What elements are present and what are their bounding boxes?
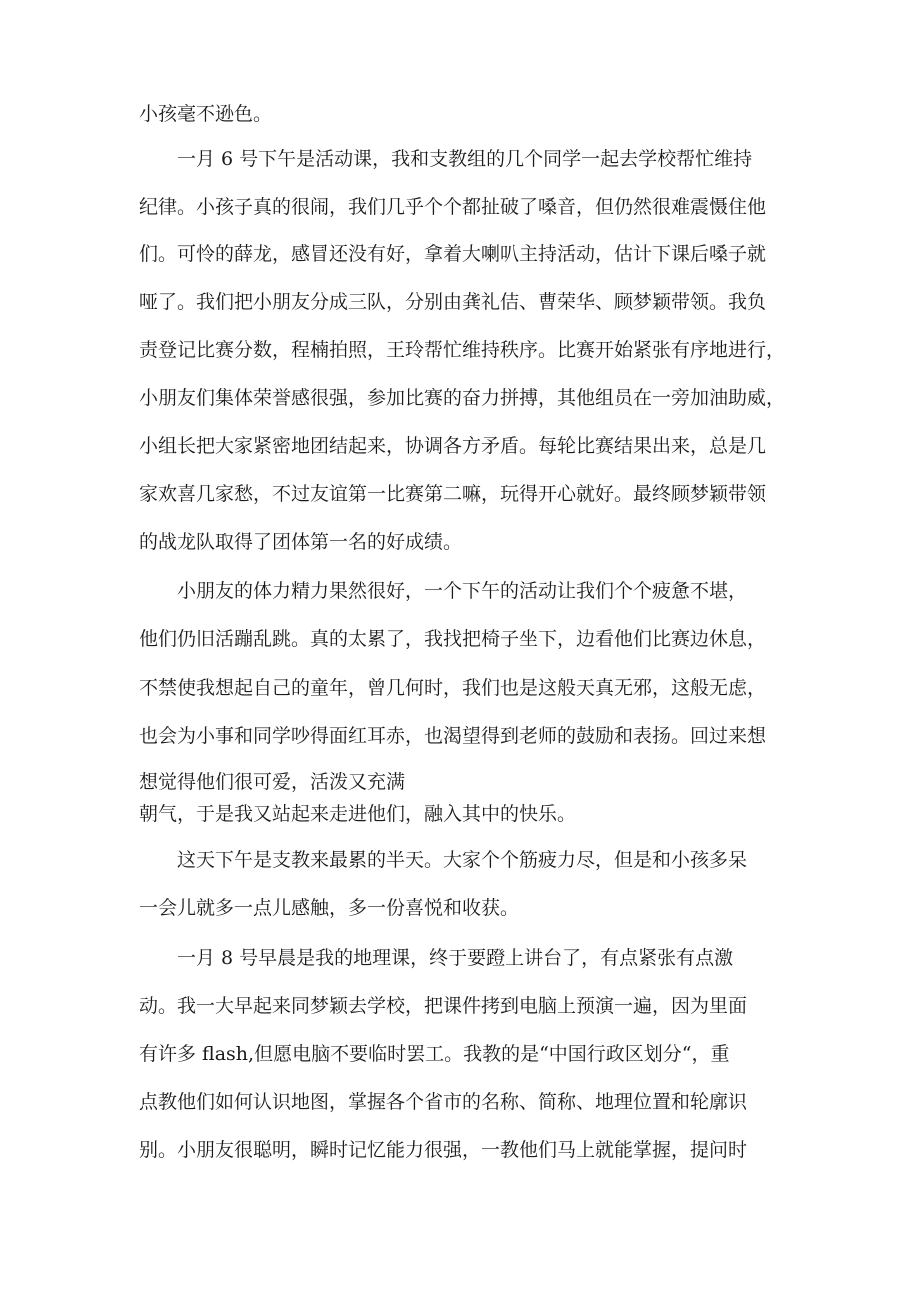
text-line: 想觉得他们很可爱，活泼又充满 bbox=[139, 771, 406, 793]
text-line: 小孩毫不逊色。 bbox=[139, 103, 273, 125]
text-line: 责登记比赛分数，程楠拍照，王玲帮忙维持秩序。比赛开始紧张有序地进行， bbox=[139, 339, 786, 361]
text-line: 小朋友的体力精力果然很好，一个下午的活动让我们个个疲惫不堪， bbox=[177, 580, 748, 602]
text-line: 朝气，于是我又站起来走进他们，融入其中的快乐。 bbox=[139, 803, 577, 825]
text-line: 也会为小事和同学吵得面红耳赤，也渴望得到老师的鼓励和表扬。回过来想 bbox=[139, 725, 767, 747]
text-line: 一月 8 号早晨是我的地理课，终于要蹬上讲台了，有点紧张有点激 bbox=[177, 947, 734, 969]
text-line: 不禁使我想起自己的童年，曾几何时，我们也是这般天真无邪，这般无虑， bbox=[139, 677, 767, 699]
text-line: 别。小朋友很聪明，瞬时记忆能力很强，一教他们马上就能掌握，提问时 bbox=[139, 1139, 748, 1161]
text-line: 哑了。我们把小朋友分成三队，分别由龚礼佶、曹荣华、顾梦颖带领。我负 bbox=[139, 291, 767, 313]
text-line: 他们仍旧活蹦乱跳。真的太累了，我找把椅子坐下，边看他们比赛边休息， bbox=[139, 628, 767, 650]
text-line: 的战龙队取得了团体第一名的好成绩。 bbox=[139, 531, 463, 553]
text-line: 一月 6 号下午是活动课，我和支教组的几个同学一起去学校帮忙维持 bbox=[177, 148, 753, 170]
text-line: 家欢喜几家愁，不过友谊第一比赛第二嘛，玩得开心就好。最终顾梦颖带领 bbox=[139, 483, 767, 505]
text-line: 点教他们如何认识地图，掌握各个省市的名称、简称、地理位置和轮廓识 bbox=[139, 1091, 748, 1113]
text-line: 纪律。小孩子真的很闹，我们几乎个个都扯破了嗓音，但仍然很难震慑住他 bbox=[139, 196, 767, 218]
text-line: 小组长把大家紧密地团结起来，协调各方矛盾。每轮比赛结果出来，总是几 bbox=[139, 435, 767, 457]
text-line: 有许多 flash,但愿电脑不要临时罢工。我教的是“中国行政区划分“，重 bbox=[139, 1043, 730, 1065]
text-line: 这天下午是支教来最累的半天。大家个个筋疲力尽，但是和小孩多呆 bbox=[177, 849, 748, 871]
text-line: 小朋友们集体荣誉感很强，参加比赛的奋力拼搏，其他组员在一旁加油助威， bbox=[139, 387, 786, 409]
text-line: 一会儿就多一点儿感触，多一份喜悦和收获。 bbox=[139, 897, 520, 919]
text-line: 们。可怜的薛龙，感冒还没有好，拿着大喇叭主持活动，估计下课后嗓子就 bbox=[139, 243, 767, 265]
text-line: 动。我一大早起来同梦颖去学校，把课件拷到电脑上预演一遍，因为里面 bbox=[139, 995, 748, 1017]
